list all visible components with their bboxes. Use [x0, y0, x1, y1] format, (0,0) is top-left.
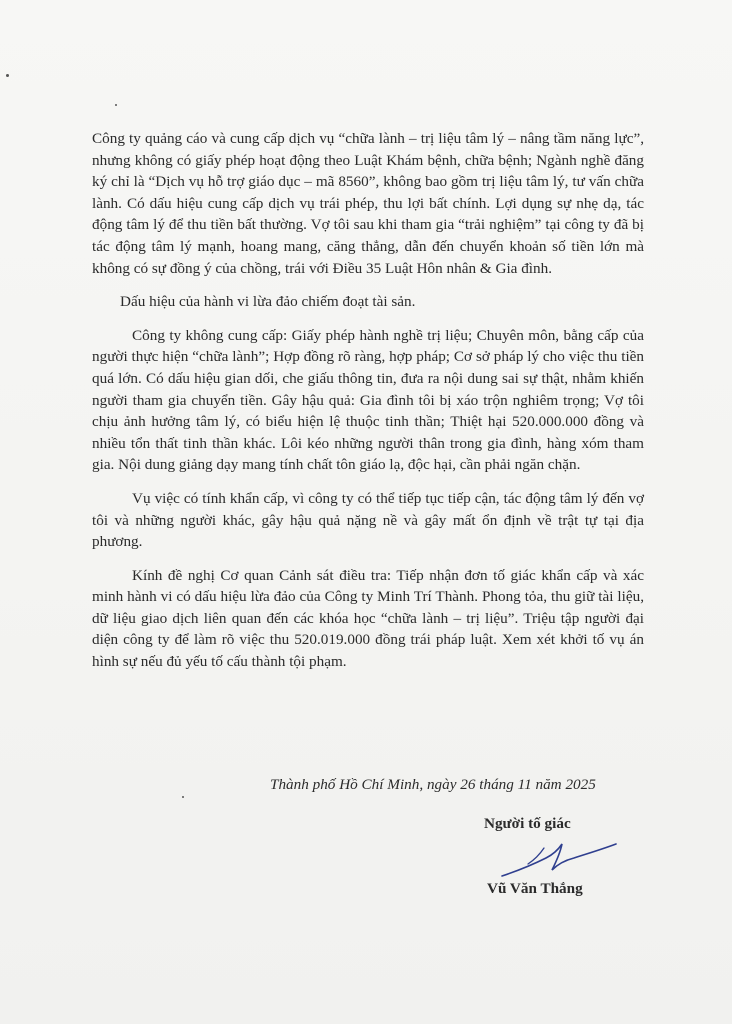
paragraph-fraud-details: Công ty không cung cấp: Giấy phép hành nghề trị liệu; Chuyên môn, bằng cấp của người thực hiện “chữa lành”; Hợp đồng rõ ràng, hợp pháp; Cơ sở pháp lý cho việc thu tiền quá lớn. Có dấu hiệu gian dối, che giấu thông tin, đưa ra nội dung sai sự thật, nhằm khiến người tham gia chuyển tiền. Gây hậu quả: Gia đình tôi bị xáo trộn nghiêm trọng; Vợ tôi chịu ảnh hưởng tâm lý, có biểu hiện lệ thuộc tinh thần; Thiệt hại 520.000.000 đồng và nhiều tổn thất tinh thần khác. Lôi kéo những người thân trong gia đình, hàng xóm tham gia. Nội dung giảng dạy mang tính chất tôn giáo lạ, độc hại, cần phải ngăn chặn. — [92, 326, 644, 474]
scan-speck — [6, 74, 9, 77]
paragraph-request: Kính đề nghị Cơ quan Cảnh sát điều tra: Tiếp nhận đơn tố giác khẩn cấp và xác minh hành vi có dấu hiệu lừa đảo của Công ty Minh Trí Thành. Phong tỏa, thu giữ tài liệu, dữ liệu giao dịch liên quan đến các khóa học “chữa lành – trị liệu”. Triệu tập người đại diện công ty để làm rõ việc thu 520.019.000 đồng trái pháp luật. Xem xét khởi tố vụ án hình sự nếu đủ yếu tố cấu thành tội phạm. — [92, 566, 644, 671]
scan-speck — [182, 796, 184, 798]
paragraph-urgency: Vụ việc có tính khẩn cấp, vì công ty có thể tiếp tục tiếp cận, tác động tâm lý đến vợ tôi và những người khác, gây hậu quả nặng nề và gây mất ổn định về trật tự tại địa phương. — [92, 489, 644, 551]
paragraph-company-services: Công ty quảng cáo và cung cấp dịch vụ “chữa lành – trị liệu tâm lý – nâng tầm năng lực”, nhưng không có giấy phép hoạt động theo Luật Khám bệnh, chữa bệnh; Ngành nghề đăng ký chỉ là “Dịch vụ hỗ trợ giáo dục – mã 8560”, không bao gồm trị liệu tâm lý, tư vấn chữa lành. Có dấu hiệu cung cấp dịch vụ trái phép, thu lợi bất chính. Lợi dụng sự nhẹ dạ, tác động tâm lý để thu tiền bất thường. Vợ tôi sau khi tham gia “trải nghiệm” tại công ty đã bị tác động tâm lý mạnh, hoang mang, căng thẳng, dẫn đến chuyển khoản số tiền lớn mà không có sự đồng ý của chồng, trái với Điều 35 Luật Hôn nhân & Gia đình. — [92, 130, 644, 277]
signer-role: Người tố giác — [484, 815, 571, 832]
paragraph-fraud-heading: Dấu hiệu của hành vi lừa đảo chiếm đoạt tài sản. — [120, 293, 416, 311]
letter-body — [92, 128, 644, 673]
signer-name: Vũ Văn Thắng — [487, 880, 583, 897]
scan-speck — [115, 104, 117, 106]
date-line: Thành phố Hồ Chí Minh, ngày 26 tháng 11 năm 2025 — [270, 776, 596, 793]
